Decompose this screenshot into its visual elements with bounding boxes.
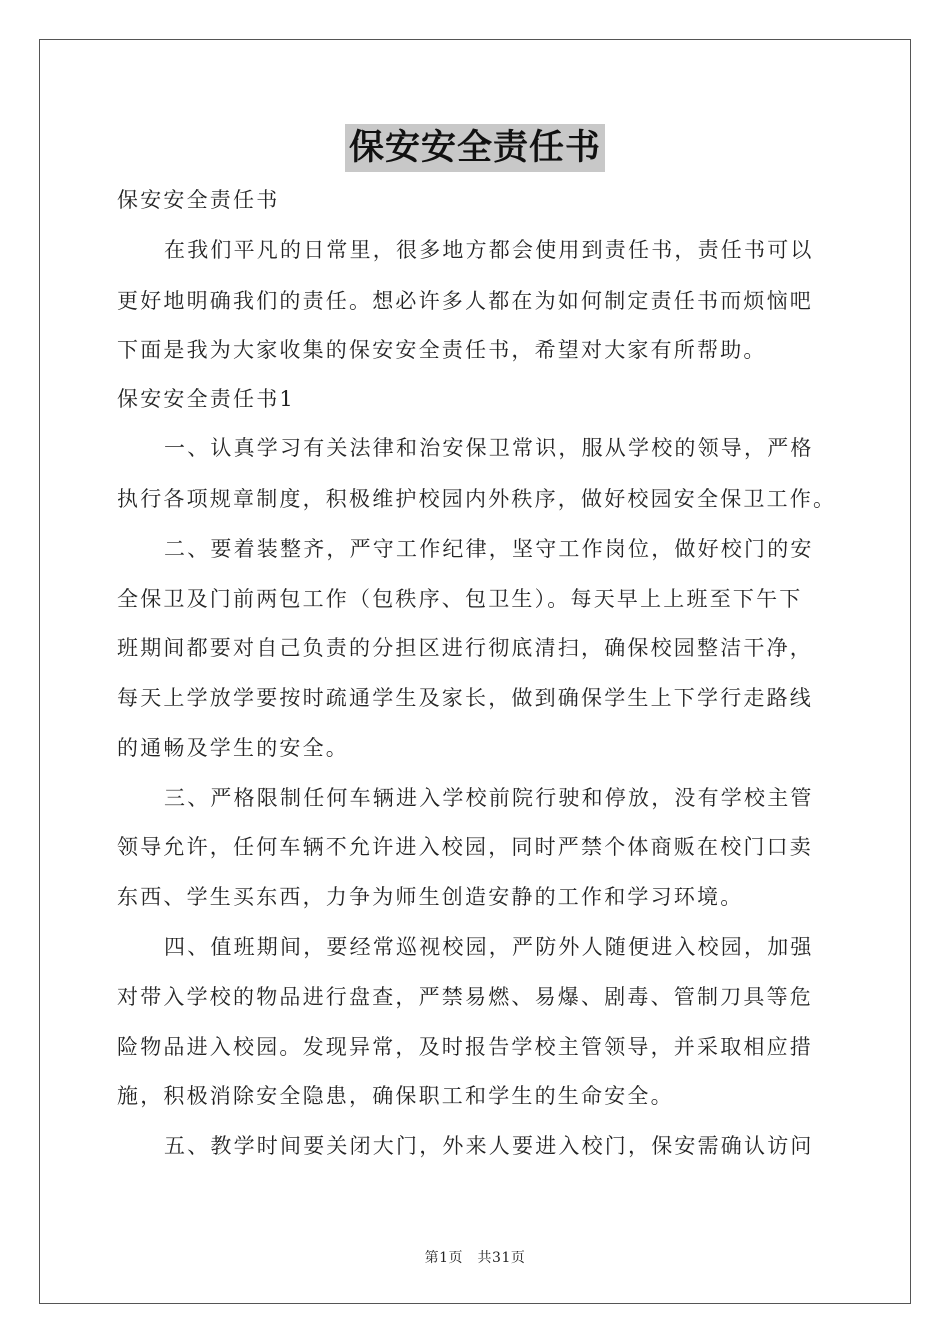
document-title-wrap xyxy=(0,124,950,172)
text-line: 三、严格限制任何车辆进入学校前院行驶和停放，没有学校主管 xyxy=(164,786,814,810)
text-line: 的通畅及学生的安全。 xyxy=(117,736,349,760)
text-line: 下面是我为大家收集的保安安全责任书，希望对大家有所帮助。 xyxy=(117,338,767,362)
page-border xyxy=(39,39,911,1304)
text-line: 每天上学放学要按时疏通学生及家长，做到确保学生上下学行走路线 xyxy=(117,686,813,710)
text-line: 五、教学时间要关闭大门，外来人要进入校门，保安需确认访问 xyxy=(164,1134,814,1158)
text-line: 东西、学生买东西，力争为师生创造安静的工作和学习环境。 xyxy=(117,885,744,909)
section-heading: 保安安全责任书1 xyxy=(117,387,295,411)
text-line: 一、认真学习有关法律和治安保卫常识，服从学校的领导，严格 xyxy=(164,436,814,460)
page-footer: 第1页 共31页 xyxy=(424,1250,526,1266)
text-line: 险物品进入校园。发现异常，及时报告学校主管领导，并采取相应措 xyxy=(117,1035,813,1059)
document-title: 保安安全责任书 xyxy=(345,124,605,172)
text-line: 执行各项规章制度，积极维护校园内外秩序，做好校园安全保卫工作。 xyxy=(117,487,837,511)
text-line: 施，积极消除安全隐患，确保职工和学生的生命安全。 xyxy=(117,1084,674,1108)
subtitle-line: 保安安全责任书 xyxy=(117,188,280,212)
text-line: 领导允许，任何车辆不允许进入校园，同时严禁个体商贩在校门口卖 xyxy=(117,835,813,859)
text-line: 对带入学校的物品进行盘查，严禁易燃、易爆、剧毒、管制刀具等危 xyxy=(117,985,813,1009)
text-line: 在我们平凡的日常里，很多地方都会使用到责任书，责任书可以 xyxy=(164,238,814,262)
text-line: 二、要着装整齐，严守工作纪律，坚守工作岗位，做好校门的安 xyxy=(164,537,814,561)
text-line: 四、值班期间，要经常巡视校园，严防外人随便进入校园，加强 xyxy=(164,935,814,959)
text-line: 全保卫及门前两包工作（包秩序、包卫生）。每天早上上班至下午下 xyxy=(117,587,803,611)
text-line: 班期间都要对自己负责的分担区进行彻底清扫，确保校园整洁干净， xyxy=(117,636,813,660)
text-line: 更好地明确我们的责任。想必许多人都在为如何制定责任书而烦恼吧 xyxy=(117,289,813,313)
